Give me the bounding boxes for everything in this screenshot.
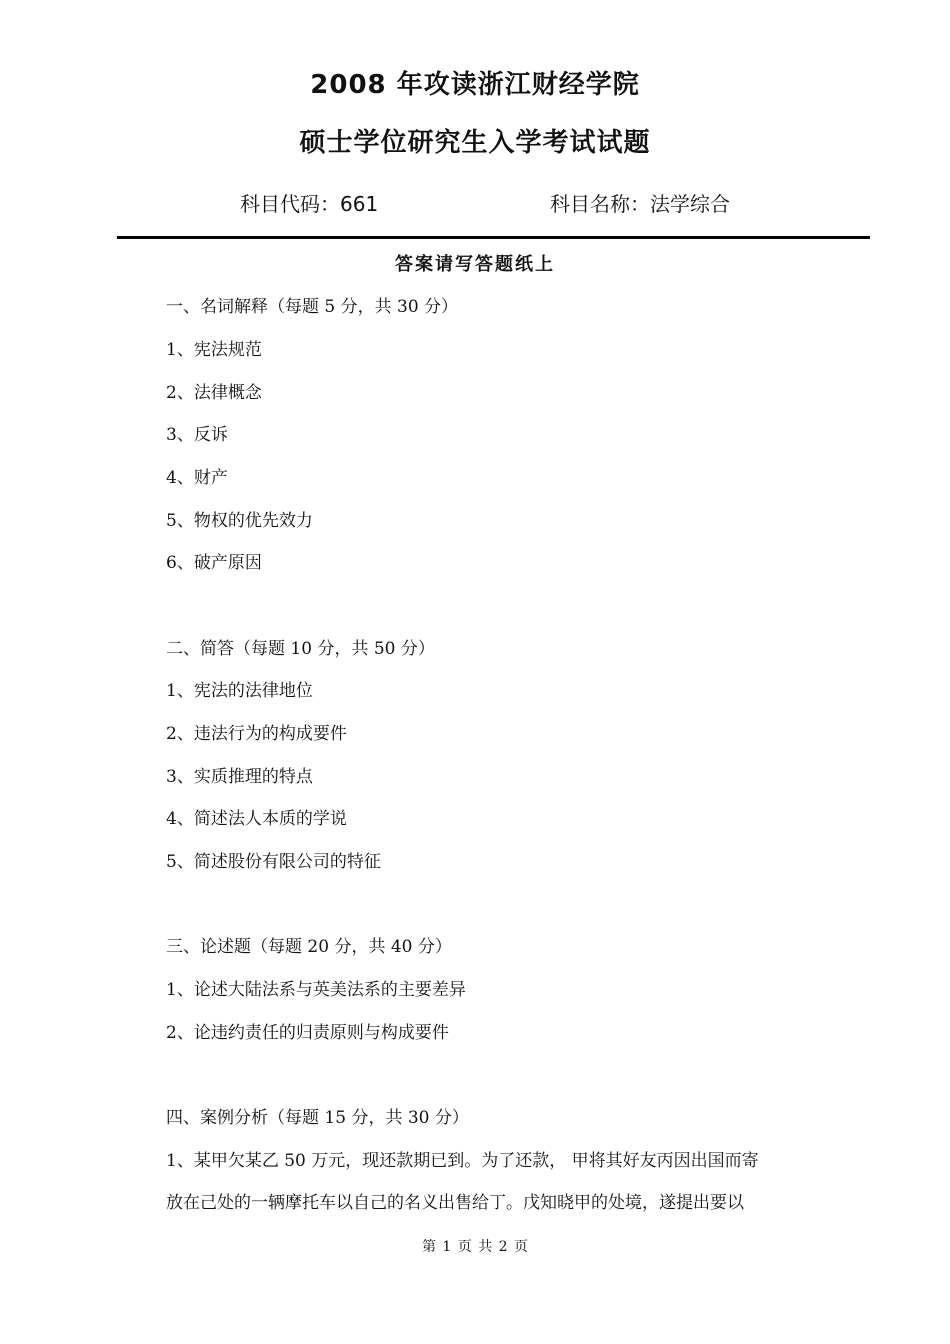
subject-code: 科目代码：661 bbox=[240, 192, 379, 216]
page-footer: 第 1 页 共 2 页 bbox=[421, 1239, 529, 1255]
question-item: 2、违法行为的构成要件 bbox=[166, 724, 347, 744]
question-item: 3、实质推理的特点 bbox=[166, 767, 313, 787]
question-item: 1、宪法的法律地位 bbox=[166, 681, 313, 701]
question-item: 1、论述大陆法系与英美法系的主要差异 bbox=[166, 980, 466, 1000]
case-text-line: 放在己处的一辆摩托车以自己的名义出售给丁。戊知晓甲的处境，遂提出要以 bbox=[166, 1193, 744, 1213]
question-item: 3、反诉 bbox=[166, 425, 228, 445]
question-item: 6、破产原因 bbox=[166, 553, 262, 573]
section-heading: 三、论述题（每题 20 分，共 40 分） bbox=[166, 937, 452, 957]
section-heading: 一、名词解释（每题 5 分，共 30 分） bbox=[166, 297, 459, 317]
header-divider bbox=[117, 236, 870, 239]
question-item: 4、财产 bbox=[166, 468, 228, 488]
exam-title-line2: 硕士学位研究生入学考试试题 bbox=[299, 128, 651, 158]
exam-title-line1: 2008 年攻读浙江财经学院 bbox=[310, 70, 640, 100]
question-item: 2、法律概念 bbox=[166, 383, 262, 403]
answer-notice: 答案请写答题纸上 bbox=[395, 254, 555, 275]
question-item: 2、论违约责任的归责原则与构成要件 bbox=[166, 1023, 449, 1043]
question-item: 4、简述法人本质的学说 bbox=[166, 809, 347, 829]
case-text-line: 1、某甲欠某乙 50 万元，现还款期已到。为了还款， 甲将其好友丙因出国而寄 bbox=[166, 1151, 759, 1171]
question-item: 5、简述股份有限公司的特征 bbox=[166, 852, 381, 872]
subject-name: 科目名称：法学综合 bbox=[550, 192, 730, 216]
question-item: 5、物权的优先效力 bbox=[166, 511, 313, 531]
section-heading: 二、简答（每题 10 分，共 50 分） bbox=[166, 639, 435, 659]
section-heading: 四、案例分析（每题 15 分，共 30 分） bbox=[166, 1108, 469, 1128]
question-item: 1、宪法规范 bbox=[166, 340, 262, 360]
